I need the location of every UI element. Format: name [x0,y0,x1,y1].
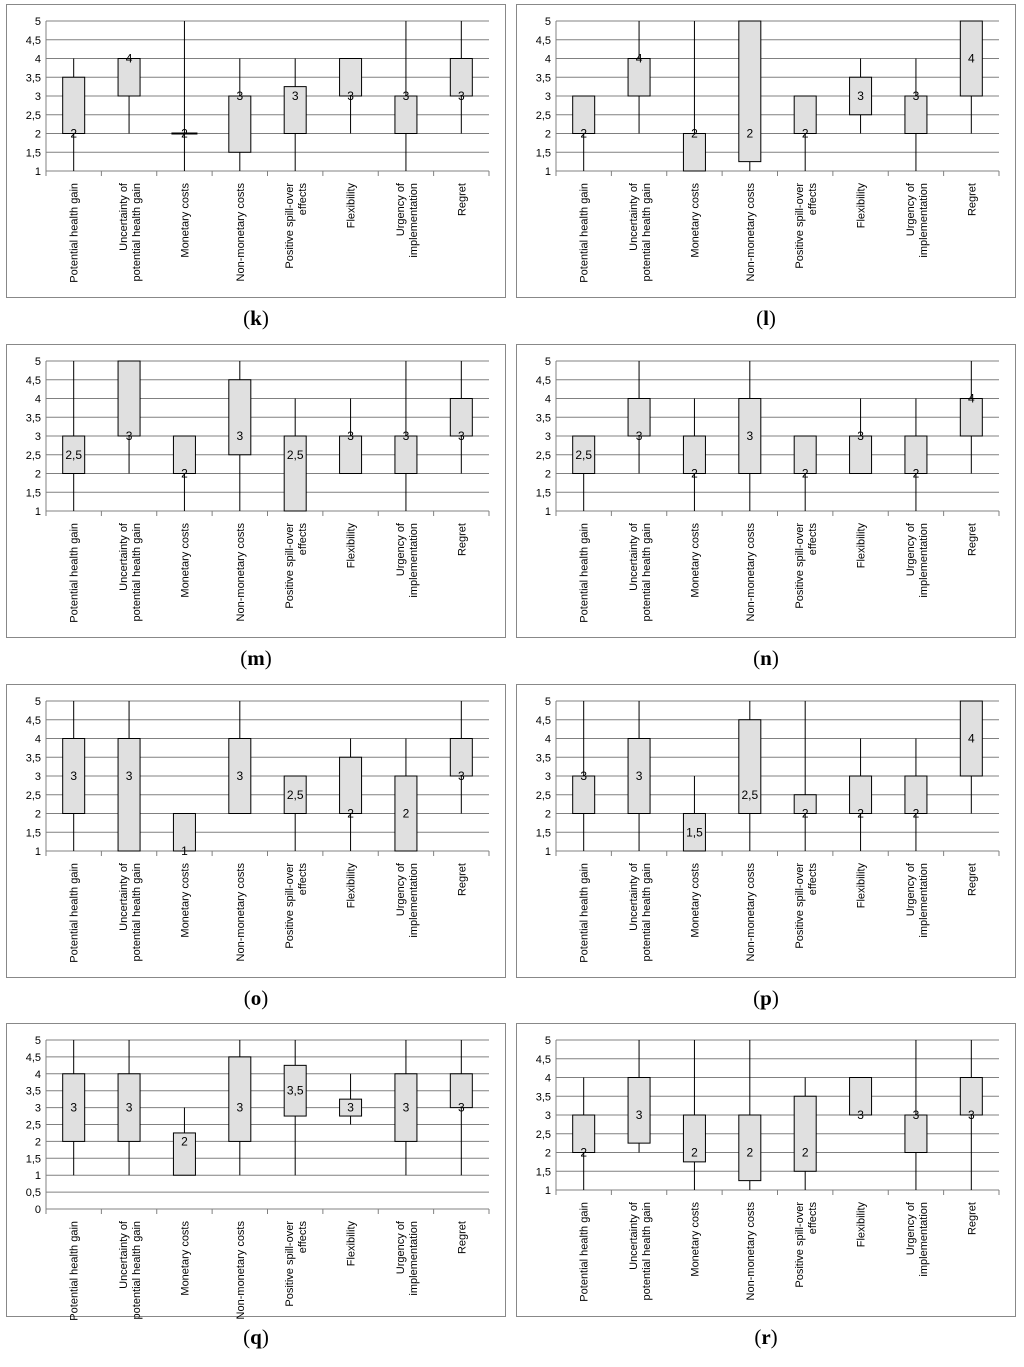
y-tick-label: 1 [34,506,41,518]
median-label: 3 [402,429,410,443]
panel-caption: (q) [243,1325,269,1349]
category-label: Positive spill-overeffects [794,863,820,949]
category-label: Potential health gain [578,183,591,283]
y-tick-label: 2 [544,468,551,481]
y-tick-label: 2,5 [25,449,41,462]
y-tick-label: 4 [544,53,551,66]
y-tick-label: 2 [544,1147,551,1160]
y-tick-label: 4,5 [535,1053,551,1066]
median-label: 3 [347,429,354,443]
chart-frame [7,345,506,638]
category-label: Monetary costs [179,183,192,258]
caption-letter: p [760,986,772,1010]
median-label: 1 [181,844,188,858]
median-label: 3 [912,89,920,103]
box-body [229,96,251,152]
panel-caption: (k) [243,306,269,330]
median-label: 4 [967,391,975,406]
median-label: 4 [635,51,643,66]
category-label: Non-monetary costs [234,523,247,622]
box-body [739,21,761,162]
y-tick-label: 1 [544,846,551,858]
y-tick-label: 4 [34,1068,41,1081]
category-label: Monetary costs [179,523,192,598]
caption-letter: r [761,1325,771,1349]
chart-frame [517,5,1016,298]
category-label: Uncertainty ofpotential health gain [118,523,144,622]
median-label: 2,5 [286,787,304,802]
median-label: 3 [857,89,864,103]
category-label: Monetary costs [689,1202,702,1277]
y-tick-label: 3 [544,1110,551,1122]
panel-caption: (o) [243,986,269,1010]
median-label: 2,5 [286,447,304,462]
median-label: 2 [181,466,188,481]
median-label: 3 [635,769,643,783]
y-tick-label: 5 [34,696,41,708]
box-body [229,380,251,455]
y-tick-label: 3,5 [25,412,41,425]
y-tick-label: 2,5 [25,789,41,802]
median-label: 2 [580,126,588,141]
box-4 [739,21,761,171]
y-tick-label: 1,5 [535,827,551,840]
category-label: Positive spill-overeffects [284,523,310,609]
category-label: Monetary costs [689,183,702,258]
chart-svg [6,1023,506,1321]
median-label: 3,5 [286,1083,304,1098]
y-tick-label: 4,5 [25,374,41,387]
median-label: 2 [691,126,698,141]
y-tick-label: 5 [34,16,41,28]
category-label: Non-monetary costs [744,523,757,622]
caption-letter: l [763,306,769,330]
y-tick-label: 3,5 [535,412,551,425]
box-body [794,1096,816,1171]
chart-panel-l [516,4,1016,298]
chart-panel-r [516,1023,1016,1317]
category-label: Potential health gain [68,1221,81,1321]
category-label: Positive spill-overeffects [284,863,310,949]
category-label: Flexibility [345,1221,358,1267]
y-tick-label: 2 [544,808,551,821]
y-tick-label: 4,5 [25,34,41,47]
median-label: 3 [125,429,133,443]
category-label: Uncertainty ofpotential health gain [628,523,654,622]
y-tick-label: 1,5 [25,1153,41,1166]
y-tick-label: 3 [544,91,551,103]
median-label: 2 [691,1145,698,1160]
median-label: 4 [125,51,133,66]
y-tick-label: 5 [544,1035,551,1047]
panel-caption: (l) [756,306,776,330]
chart-panel-p [516,684,1016,978]
category-label: Uncertainty ofpotential health gain [118,863,144,962]
median-label: 3 [912,1108,920,1122]
category-label: Uncertainty ofpotential health gain [628,183,654,282]
y-tick-label: 3 [34,771,41,783]
category-label: Regret [456,183,469,217]
y-tick-label: 3,5 [535,72,551,85]
category-label: Potential health gain [578,1202,591,1302]
y-tick-label: 3 [34,431,41,443]
category-label: Flexibility [345,863,358,909]
median-label: 2 [70,126,78,141]
median-label: 2 [857,806,864,821]
category-label: Non-monetary costs [744,863,757,962]
median-label: 3 [125,769,133,783]
box-body [229,1057,251,1142]
y-tick-label: 2 [34,808,41,821]
chart-svg [6,684,506,978]
median-label: 2,5 [741,787,759,802]
category-label: Flexibility [855,183,868,229]
median-label: 3 [70,1100,78,1115]
y-tick-label: 2 [34,1136,41,1149]
category-label: Urgency ofimplementation [394,863,420,938]
box-3 [173,814,195,859]
y-tick-label: 3,5 [25,752,41,765]
y-tick-label: 2,5 [25,109,41,122]
median-label: 3 [236,429,244,443]
y-tick-label: 4,5 [25,714,41,727]
y-tick-label: 3 [34,1102,41,1115]
y-tick-label: 5 [34,1035,41,1047]
median-label: 3 [125,1100,133,1115]
chart-frame [7,5,506,298]
y-tick-label: 3 [544,771,551,783]
y-tick-label: 5 [544,696,551,708]
y-tick-label: 3 [544,431,551,443]
y-tick-label: 1 [34,1170,41,1183]
median-label: 3 [236,769,244,783]
median-label: 3 [635,429,643,443]
category-label: Flexibility [855,863,868,909]
chart-svg [516,344,1016,638]
box-body [340,757,362,813]
median-label: 3 [457,769,465,783]
y-tick-label: 4,5 [535,374,551,387]
chart-frame [517,345,1016,638]
category-label: Flexibility [855,1202,868,1248]
category-label: Positive spill-overeffects [284,183,310,269]
category-label: Regret [966,863,979,897]
caption-letter: q [250,1325,262,1349]
median-label: 3 [746,429,754,443]
y-tick-label: 1,5 [25,147,41,160]
median-label: 2 [691,466,698,481]
category-label: Flexibility [855,523,868,569]
chart-panel-m [6,344,506,638]
category-label: Urgency ofimplementation [394,1221,420,1296]
category-label: Potential health gain [68,523,81,623]
chart-panel-q [6,1023,506,1321]
chart-svg [6,4,506,298]
category-label: Urgency ofimplementation [904,1202,930,1277]
y-tick-label: 2 [34,128,41,141]
median-label: 3 [457,1100,465,1115]
category-label: Uncertainty ofpotential health gain [118,1221,144,1320]
category-label: Non-monetary costs [744,183,757,282]
y-tick-label: 5 [544,356,551,368]
box-body [63,77,85,133]
category-label: Positive spill-overeffects [284,1221,310,1307]
y-tick-label: 4 [544,393,551,406]
box-6 [850,1078,872,1123]
category-label: Non-monetary costs [234,183,247,282]
caption-letter: k [250,306,262,330]
y-tick-label: 1 [34,166,41,178]
y-tick-label: 3,5 [535,1091,551,1104]
median-label: 3 [402,1100,410,1115]
median-label: 2 [801,126,809,141]
chart-frame [517,1024,1016,1317]
category-label: Regret [456,1221,469,1255]
category-label: Monetary costs [179,1221,192,1296]
median-label: 3 [457,89,465,103]
chart-panel-n [516,344,1016,638]
caption-letter: m [247,646,265,670]
median-label: 3 [291,89,299,103]
y-tick-label: 1 [544,166,551,178]
category-label: Urgency ofimplementation [904,183,930,258]
y-tick-label: 4 [34,53,41,66]
caption-letter: o [250,986,262,1010]
y-tick-label: 2,5 [535,1128,551,1141]
box-body [118,739,140,852]
caption-letter: n [760,646,772,670]
median-label: 2,5 [575,447,593,462]
category-label: Monetary costs [179,863,192,938]
y-tick-label: 1,5 [535,147,551,160]
chart-svg [516,4,1016,298]
y-tick-label: 3,5 [25,1085,41,1098]
median-label: 3 [347,1100,354,1115]
median-label: 2 [580,1145,588,1160]
median-label: 2 [746,1145,754,1160]
category-label: Uncertainty ofpotential health gain [628,863,654,962]
median-label: 3 [70,769,78,783]
category-label: Regret [456,523,469,557]
y-tick-label: 1 [544,506,551,518]
category-label: Regret [456,863,469,897]
median-label: 3 [236,1100,244,1115]
category-label: Flexibility [345,183,358,229]
panel-caption: (m) [240,646,272,670]
y-tick-label: 1,5 [535,1166,551,1179]
category-label: Regret [966,183,979,217]
chart-frame [7,685,506,978]
category-label: Positive spill-overeffects [794,1202,820,1288]
category-label: Uncertainty ofpotential health gain [628,1202,654,1301]
y-tick-label: 4,5 [25,1051,41,1064]
median-label: 4 [967,51,975,66]
median-label: 3 [236,89,244,103]
category-label: Potential health gain [578,523,591,623]
category-label: Regret [966,1202,979,1236]
y-tick-label: 1 [544,1185,551,1197]
category-label: Urgency ofimplementation [394,183,420,258]
category-label: Monetary costs [689,863,702,938]
y-tick-label: 2,5 [535,109,551,122]
chart-panel-o [6,684,506,978]
panel-caption: (n) [753,646,779,670]
median-label: 3 [857,1108,864,1122]
y-tick-label: 4 [544,1072,551,1085]
category-label: Urgency ofimplementation [394,523,420,598]
panel-caption: (p) [753,986,779,1010]
category-label: Flexibility [345,523,358,569]
median-label: 3 [580,769,588,783]
y-tick-label: 4,5 [535,714,551,727]
y-tick-label: 5 [544,16,551,28]
median-label: 2 [801,466,809,481]
category-label: Urgency ofimplementation [904,523,930,598]
median-label: 1,5 [686,825,703,840]
median-label: 3 [402,89,410,103]
median-label: 3 [635,1108,643,1122]
y-tick-label: 0,5 [25,1187,41,1200]
category-label: Positive spill-overeffects [794,183,820,269]
y-tick-label: 2,5 [25,1119,41,1132]
median-label: 3 [457,429,465,443]
y-tick-label: 2,5 [535,449,551,462]
chart-svg [516,684,1016,978]
category-label: Positive spill-overeffects [794,523,820,609]
median-label: 2 [801,806,809,821]
chart-svg [6,344,506,638]
y-tick-label: 1,5 [25,827,41,840]
category-label: Regret [966,523,979,557]
y-tick-label: 4 [34,393,41,406]
panel-caption: (r) [754,1325,778,1349]
y-tick-label: 4 [34,733,41,746]
y-tick-label: 4 [544,733,551,746]
y-tick-label: 1,5 [535,487,551,500]
category-label: Potential health gain [68,183,81,283]
category-label: Potential health gain [578,863,591,963]
median-label: 2 [181,126,188,141]
chart-panel-k [6,4,506,298]
median-label: 4 [967,731,975,746]
median-label: 2 [912,466,920,481]
median-label: 3 [857,429,864,443]
y-tick-label: 0 [34,1204,41,1216]
y-tick-label: 3,5 [535,752,551,765]
y-tick-label: 1,5 [25,487,41,500]
category-label: Uncertainty ofpotential health gain [118,183,144,282]
y-tick-label: 3,5 [25,72,41,85]
category-label: Urgency ofimplementation [904,863,930,938]
median-label: 3 [347,89,354,103]
category-label: Non-monetary costs [234,863,247,962]
median-label: 2 [347,806,354,821]
category-label: Non-monetary costs [744,1202,757,1301]
category-label: Non-monetary costs [234,1221,247,1320]
y-tick-label: 2,5 [535,789,551,802]
category-label: Monetary costs [689,523,702,598]
median-label: 2,5 [65,447,83,462]
median-label: 3 [967,1108,975,1122]
y-tick-label: 3 [34,91,41,103]
median-label: 2 [801,1145,809,1160]
chart-frame [517,685,1016,978]
category-label: Potential health gain [68,863,81,963]
median-label: 2 [181,1134,188,1149]
y-tick-label: 5 [34,356,41,368]
chart-svg [516,1023,1016,1317]
y-tick-label: 2 [544,128,551,141]
y-tick-label: 4,5 [535,34,551,47]
y-tick-label: 1 [34,846,41,858]
median-label: 2 [746,126,754,141]
box-body [118,361,140,436]
chart-frame [7,1024,506,1320]
median-label: 2 [402,806,410,821]
y-tick-label: 2 [34,468,41,481]
median-label: 2 [912,806,920,821]
